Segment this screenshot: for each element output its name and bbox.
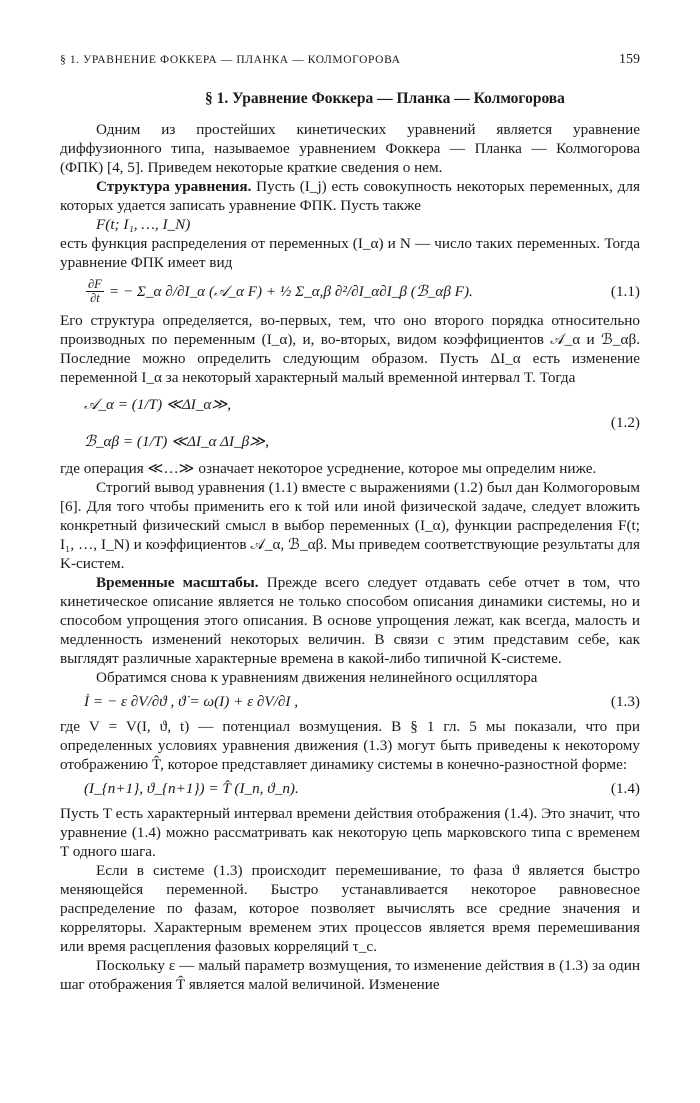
oscillator-paragraph: Обратимся снова к уравнениям движения нелинейного осциллятора — [96, 669, 538, 686]
after-equation-1-2: где операция ≪…≫ означает некоторое усреднение, которое мы определим ниже. — [60, 460, 597, 477]
timescales-lead: Временные масштабы. — [96, 574, 259, 591]
structure-paragraph — [60, 177, 640, 215]
equation-1-1-rhs: = − Σ_α ∂/∂I_α (𝒜_α F) + ½ Σ_α,β ∂²/∂I_α∂I_β (ℬ_αβ F). — [108, 283, 473, 300]
structure-text: Пусть (I_j) есть совокупность некоторых переменных, для которых удается записать уравнение ФПК. Пусть также — [60, 178, 640, 214]
after-equation-1-4: Пусть T есть характерный интервал времени действия отображения (1.4). Это значит, что уравнение (1.4) можно рассматривать как некоторую цепь марковского типа с временем T одного шага. — [60, 805, 640, 860]
epsilon-paragraph: Поскольку ε — малый параметр возмущения, то изменение действия в (1.3) за один шаг отображения T̂ является малой величиной. Изменение — [60, 957, 640, 993]
running-title: § 1. УРАВНЕНИЕ ФОККЕРА — ПЛАНКА — КОЛМОГОРОВА — [60, 54, 401, 66]
equation-1-4-number: (1.4) — [610, 780, 640, 797]
equation-1-2-a: 𝒜_α = (1/T) ≪ΔI_α≫, — [84, 396, 232, 413]
book-page — [60, 52, 640, 994]
equation-1-3 — [60, 693, 640, 711]
kolmogorov-paragraph: Строгий вывод уравнения (1.1) вместе с выражениями (1.2) был дан Колмогоровым [6]. Для того чтобы применить его к той или иной физической задаче, следует вложить конкретный физический смысл в выбор переменных (I_α), функции распределения F(t; I₁, …, I_N) и коэффициентов 𝒜_α, ℬ_αβ. Мы приведем соответствующие результаты для K-систем. — [60, 479, 640, 572]
after-equation-1-1: Его структура определяется, во-первых, тем, что оно второго порядка относительно производных по переменным (I_α), и, во-вторых, видом коэффициентов 𝒜_α и ℬ_αβ. Последние можно определить следующим образом. Пусть ΔI_α есть изменение переменной I_α за некоторый характерный малый временной интервал T. Тогда — [60, 312, 640, 386]
equation-1-3-body: İ = − ε ∂V/∂ϑ , ϑ̇ = ω(I) + ε ∂V/∂I , — [84, 693, 299, 710]
equation-1-2 — [60, 395, 640, 451]
equation-1-4-body: (I_{n+1}, ϑ_{n+1}) = T̂ (I_n, ϑ_n). — [84, 780, 299, 797]
section-title: § 1. Уравнение Фоккера — Планка — Колмогорова — [205, 90, 565, 107]
timescales-text: Прежде всего следует отдавать себе отчет в том, что кинетическое описание является не только способом описания динамики системы, но и способом упрощения этого описания. В основе упрощения лежат, как всегда, малость и медленность изменений некоторых величин. В связи с этим представим себе, как выглядят различные характерные времена в какой-либо типичной K-системе. — [60, 574, 641, 667]
after-equation-1-3: где V = V(I, ϑ, t) — потенциал возмущения. В § 1 гл. 5 мы показали, что при определенных условиях уравнения движения (1.3) могут быть приведены к некоторому отображению T̂, которое представляет динамику системы в конечно-разностной форме: — [60, 718, 640, 773]
structure-lead: Структура уравнения. — [96, 178, 252, 195]
dF-dt-fraction: $\frac{\partial F}{\partial t}$ — [88, 277, 102, 305]
distribution-formula: F(t; I₁, …, I_N) — [96, 216, 191, 233]
mixing-paragraph: Если в системе (1.3) происходит перемешивание, то фаза ϑ является быстро меняющейся переменной. Быстро устанавливается некоторое равновесное распределение по фазам, которое позволяет вычислять все средние значения и корреляторы. Характерным временем этих процессов является время перемешивания или время расцепления фазовых корреляций τ_c. — [60, 862, 640, 955]
equation-1-1-number: (1.1) — [610, 282, 640, 300]
page-number: 159 — [619, 52, 640, 67]
equation-1-2-b: ℬ_αβ = (1/T) ≪ΔI_α ΔI_β≫, — [84, 433, 269, 450]
equation-1-2-number: (1.2) — [610, 414, 640, 431]
equation-1-3-number: (1.3) — [610, 693, 640, 710]
equation-1-4 — [60, 780, 640, 798]
equation-1-1-body — [84, 278, 473, 305]
running-header — [60, 52, 640, 68]
timescales-paragraph — [60, 573, 640, 668]
equation-1-1 — [60, 278, 640, 305]
distribution-paragraph: есть функция распределения от переменных (I_α) и N — число таких переменных. Тогда уравнение ФПК имеет вид — [60, 235, 640, 271]
intro-paragraph: Одним из простейших кинетических уравнений является уравнение диффузионного типа, называемое уравнением Фоккера — Планка — Колмогорова (ФПК) [4, 5]. Приведем некоторые краткие сведения о нем. — [60, 121, 640, 176]
